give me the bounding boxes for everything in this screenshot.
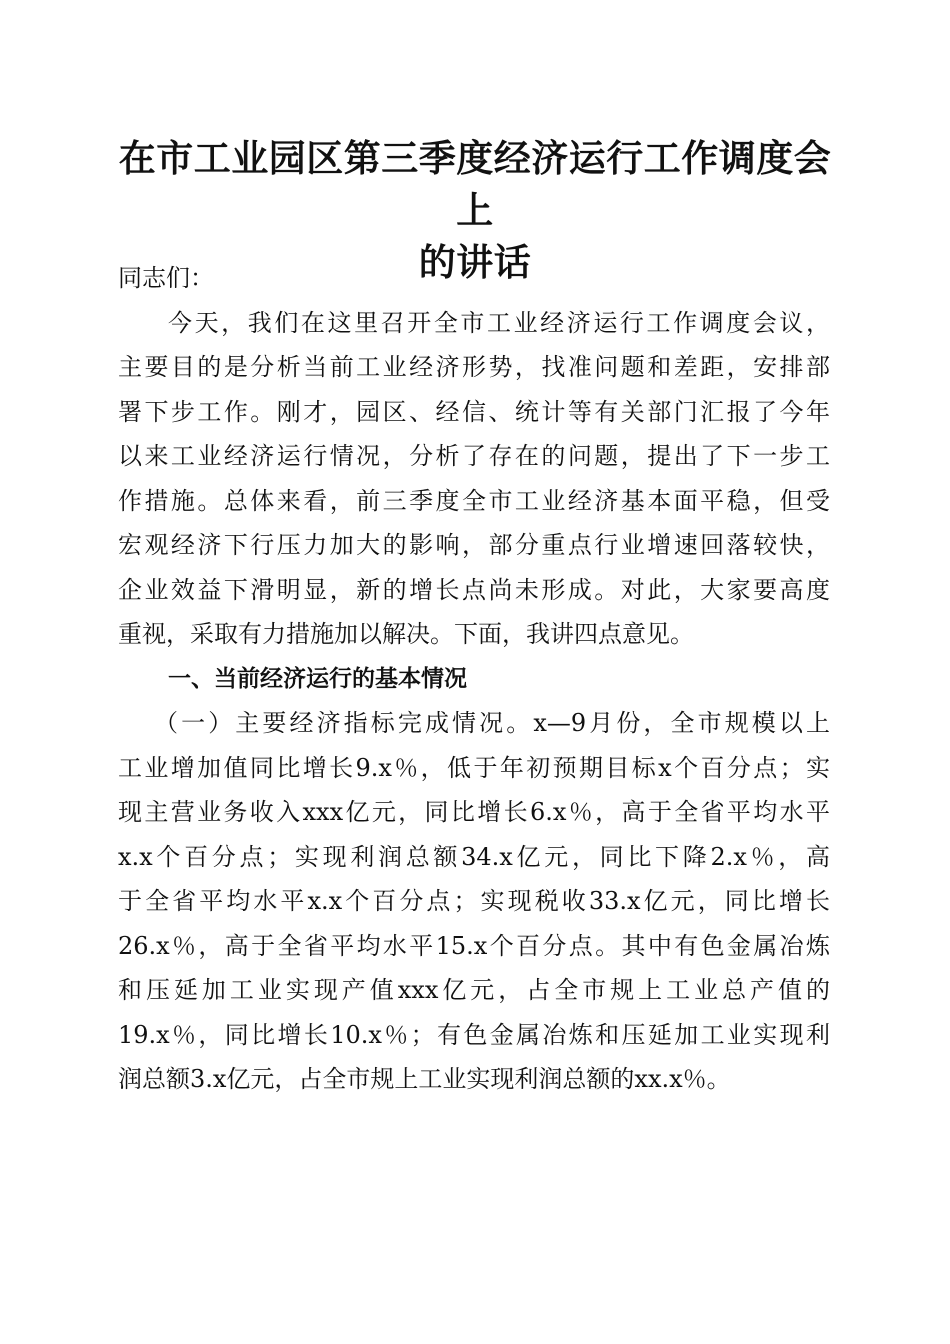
- greeting: 同志们：: [118, 264, 214, 292]
- paragraph-2-line: 19.x％，同比增长10.x％；有色金属冶炼和压延加工业实现利: [118, 1020, 830, 1049]
- paragraph-2-line: x.x个百分点；实现利润总额34.x亿元，同比下降2.x％，高: [118, 842, 830, 871]
- document-body: [118, 256, 830, 1102]
- paragraph-1-line: 主要目的是分析当前工业经济形势，找准问题和差距，安排部: [118, 353, 830, 381]
- paragraph-2-line: 26.x％，高于全省平均水平15.x个百分点。其中有色金属冶炼: [118, 931, 830, 960]
- paragraph-2-line: （一）主要经济指标完成情况。x—9月份，全市规模以上: [154, 709, 830, 737]
- paragraph-2-line: 工业增加值同比增长9.x％，低于年初预期目标x个百分点；实: [118, 753, 830, 782]
- paragraph-1-line: 今天，我们在这里召开全市工业经济运行工作调度会议，: [168, 308, 830, 337]
- paragraph-1-line: 企业效益下滑明显，新的增长点尚未形成。对此，大家要高度: [118, 575, 830, 604]
- paragraph-1-line: 重视，采取有力措施加以解决。下面，我讲四点意见。: [118, 620, 694, 648]
- paragraph-2-line: 于全省平均水平x.x个百分点；实现税收33.x亿元，同比增长: [118, 887, 830, 915]
- paragraph-2-line: 和压延加工业实现产值xxx亿元，占全市规上工业总产值的: [118, 976, 830, 1004]
- paragraph-1-line: 宏观经济下行压力加大的影响，部分重点行业增速回落较快，: [118, 531, 830, 559]
- paragraph-1-line: 以来工业经济运行情况，分析了存在的问题，提出了下一步工: [118, 442, 830, 470]
- paragraph-1-line: 署下步工作。刚才，园区、经信、统计等有关部门汇报了今年: [118, 397, 830, 426]
- paragraph-2-line: 润总额3.x亿元，占全市规上工业实现利润总额的xx.x％。: [118, 1065, 731, 1093]
- paragraph-2-line: 现主营业务收入xxx亿元，同比增长6.x％，高于全省平均水平: [118, 798, 830, 826]
- title-line-2: 的讲话: [418, 240, 532, 284]
- paragraph-1-line: 作措施。总体来看，前三季度全市工业经济基本面平稳，但受: [118, 486, 830, 515]
- section-heading: 一、当前经济运行的基本情况: [168, 665, 467, 692]
- title-line-1: 在市工业园区第三季度经济运行工作调度会上: [118, 136, 832, 232]
